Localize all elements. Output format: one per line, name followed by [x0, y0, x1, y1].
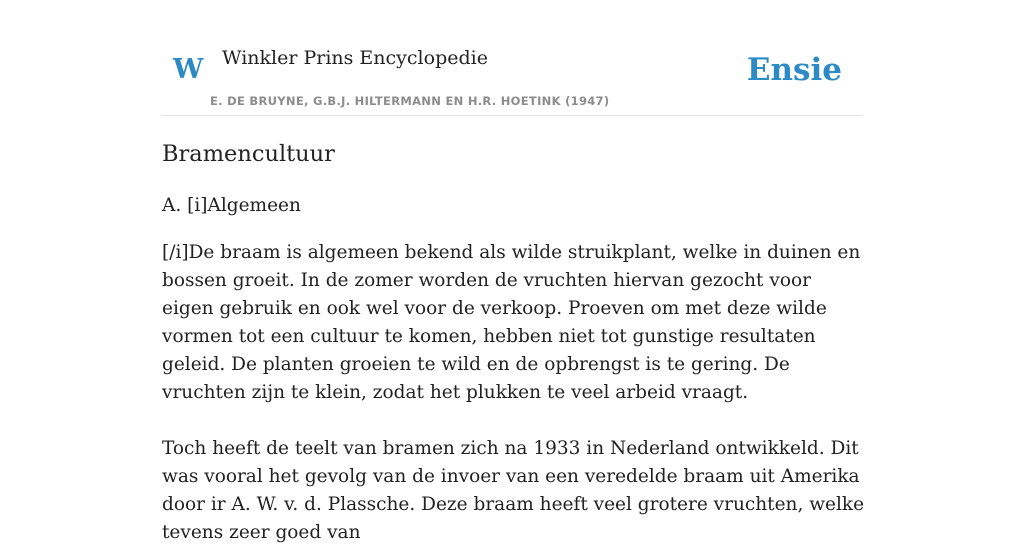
- site-title[interactable]: Winkler Prins Encyclopedie: [222, 47, 488, 69]
- ensie-logo[interactable]: Ensie: [746, 52, 842, 88]
- winkler-prins-logo[interactable]: W: [173, 54, 204, 85]
- article-paragraph-2: Toch heeft de teelt van bramen zich na 1933 in Nederland ontwikkeld. Dit was vooral het gevolg van de invoer van een veredelde braam uit Amerika door ir A. W. v. d. Plassche. Deze braam heeft veel grotere vruchten, welke tevens zeer goed van: [162, 438, 865, 543]
- article-title: Bramencultuur: [162, 141, 335, 167]
- article-paragraph-1: [/i]De braam is algemeen bekend als wilde struikplant, welke in duinen en bossen groeit. In de zomer worden de vruchten hiervan gezocht voor eigen gebruik en ook wel voor de verkoop. Proeven om met deze wilde vormen tot een cultuur te komen, hebben niet tot gunstige resultaten geleid. De planten groeien te wild en de opbrengst is te gering. De vruchten zijn te klein, zodat het plukken te veel arbeid vraagt.: [162, 242, 861, 403]
- section-heading: A. [i]Algemeen: [162, 195, 301, 216]
- article-body: [162, 136, 867, 547]
- authors-line: E. DE BRUYNE, G.B.J. HILTERMANN EN H.R. HOETINK (1947): [210, 94, 610, 108]
- site-header: [162, 0, 862, 116]
